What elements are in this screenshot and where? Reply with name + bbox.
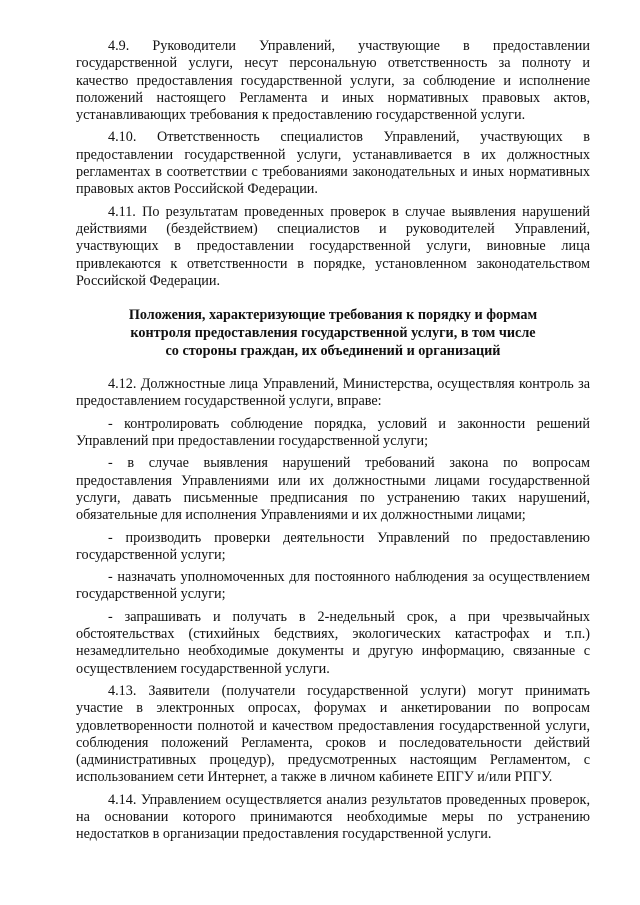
section-heading-line: контроля предоставления государственной услуги, в том числе — [130, 325, 536, 342]
paragraph-4-9: 4.9. Руководители Управлений, участвующие в предоставлении государственной услуги, несут персональную ответственность за полноту и качество предоставления государственной услуги, за соблюдение и исполнение положений настоящего Регламента и иных нормативных правовых актов, устанавливающих требования к предоставлению государственной услуги. — [76, 38, 590, 124]
list-item-observers: - назначать уполномоченных для постоянного наблюдения за осуществлением государственной услуги; — [76, 569, 590, 603]
list-item-documents: - запрашивать и получать в 2-недельный срок, а при чрезвычайных обстоятельствах (стихийных бедствиях, экологических катастрофах и т.п.) незамедлительно необходимые документы и другую информацию, связанные с осуществлением государственной услуги. — [76, 608, 590, 677]
section-heading — [76, 306, 590, 360]
paragraph-4-11: 4.11. По результатам проведенных проверок в случае выявления нарушений действиями (бездействием) специалистов и руководителей Управлений, участвующих в предоставлении государственной услуги, виновные лица привлекаются к ответственности в порядке, установленном законодательством Российской Федерации. — [76, 203, 590, 289]
list-item-inspections: - производить проверки деятельности Управлений по предоставлению государственной услуги; — [76, 529, 590, 563]
section-heading-line: Положения, характеризующие требования к порядку и формам — [128, 307, 538, 324]
section-heading-line: со стороны граждан, их объединений и организаций — [165, 343, 501, 360]
paragraph-4-14: 4.14. Управлением осуществляется анализ результатов проведенных проверок, на основании которого принимаются необходимые меры по устранению недостатков в организации предоставления государственной услуги. — [76, 791, 590, 843]
paragraph-4-12: 4.12. Должностные лица Управлений, Министерства, осуществляя контроль за предоставлением государственной услуги, вправе: — [76, 376, 590, 410]
paragraph-4-13: 4.13. Заявители (получатели государственной услуги) могут принимать участие в электронных опросах, форумах и анкетировании по вопросам удовлетворенности полнотой и качеством предоставления государственной услуги, соблюдения положений Регламента, сроков и последовательности действий (административных процедур), предусмотренных настоящим Регламентом, с использованием сети Интернет, а также в личном кабинете ЕПГУ и/или РПГУ. — [76, 682, 590, 786]
list-item-orders: - в случае выявления нарушений требований закона по вопросам предоставления Управлениями или их должностными лицами государственной услуги, давать письменные предписания по устранению таких нарушений, обязательные для исполнения Управлениями и их должностными лицами; — [76, 455, 590, 524]
paragraph-4-10: 4.10. Ответственность специалистов Управлений, участвующих в предоставлении государственной услуги, устанавливается в их должностных регламентах в соответствии с требованиями законодательных и иных нормативных правовых актов Российской Федерации. — [76, 129, 590, 198]
document-page — [76, 38, 590, 849]
list-item-control: - контролировать соблюдение порядка, условий и законности решений Управлений при предоставлении государственной услуги; — [76, 415, 590, 450]
